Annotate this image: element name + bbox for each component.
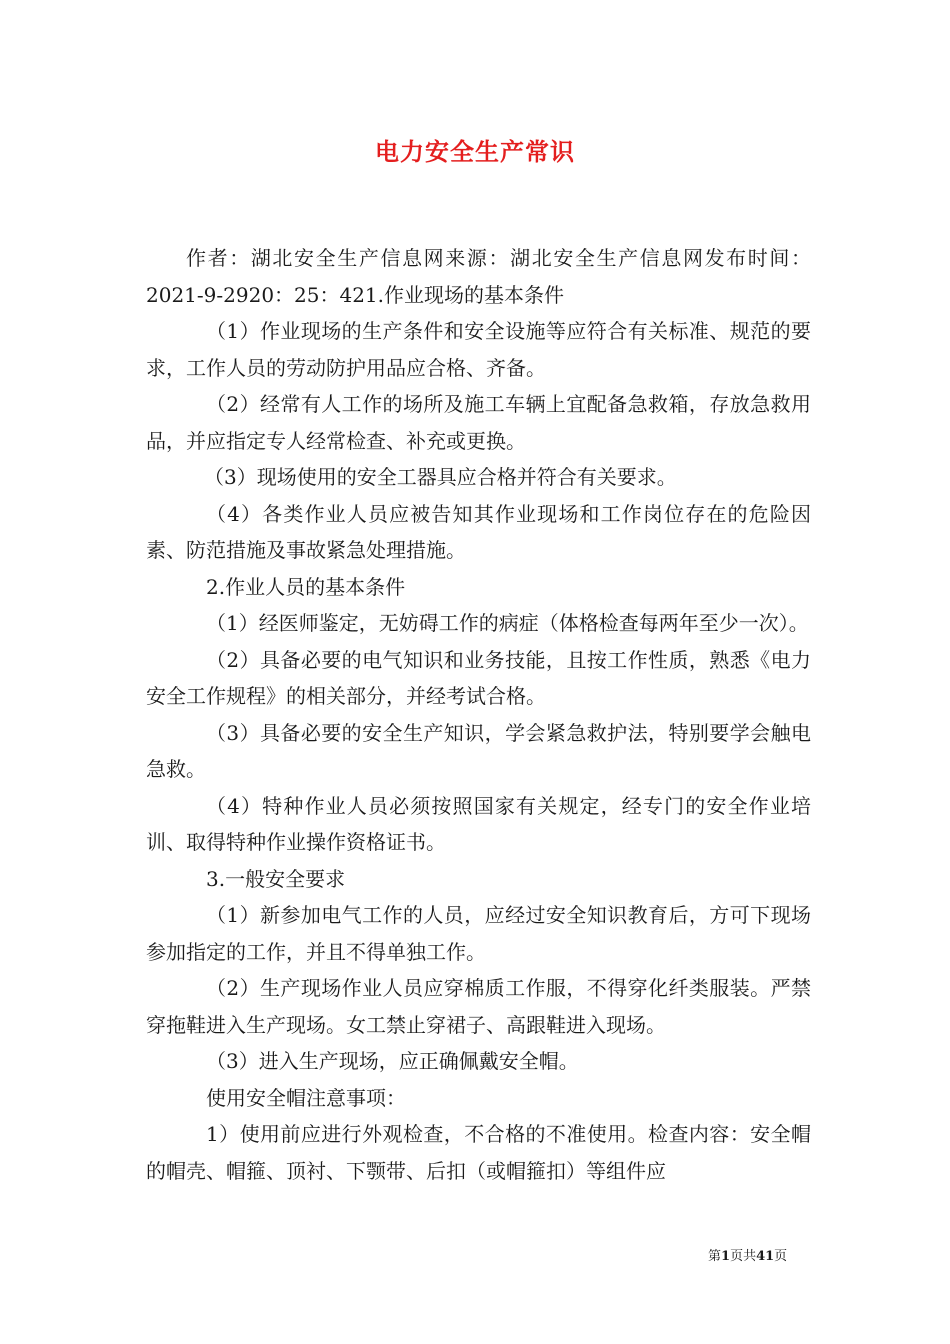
paragraph-item: （1）经医师鉴定，无妨碍工作的病症（体格检查每两年至少一次）。	[206, 611, 809, 635]
paragraph-item: （1）新参加电气工作的人员，应经过安全知识教育后，方可下现场参加指定的工作，并且不得单独工作。	[146, 903, 811, 964]
paragraph-item: （2）生产现场作业人员应穿棉质工作服，不得穿化纤类服装。严禁穿拖鞋进入生产现场。女工禁止穿裙子、高跟鞋进入现场。	[146, 976, 811, 1037]
page-title: 电力安全生产常识	[375, 137, 575, 166]
paragraph-item: （4）各类作业人员应被告知其作业现场和工作岗位存在的危险因素、防范措施及事故紧急处理措施。	[146, 501, 811, 562]
paragraph-item: （2）具备必要的电气知识和业务技能，且按工作性质，熟悉《电力安全工作规程》的相关部分，并经考试合格。	[146, 647, 811, 708]
paragraph-item: 1）使用前应进行外观检查，不合格的不准使用。检查内容：安全帽的帽壳、帽箍、顶衬、下颚带、后扣（或帽箍扣）等组件应	[146, 1122, 811, 1183]
paragraph-item: （2）经常有人工作的场所及施工车辆上宜配备急救箱，存放急救用品，并应指定专人经常检查、补充或更换。	[146, 392, 811, 453]
section-heading: 2.作业人员的基本条件	[206, 574, 406, 599]
paragraph-item: （3）具备必要的安全生产知识，学会紧急救护法，特别要学会触电急救。	[146, 720, 811, 781]
paragraph-item: （3）现场使用的安全工器具应合格并符合有关要求。	[204, 465, 677, 489]
paragraph-author-info: 作者：湖北安全生产信息网来源：湖北安全生产信息网发布时间：2021-9-2920：25：421.作业现场的基本条件	[146, 246, 811, 307]
page-number-footer	[708, 1245, 787, 1264]
total-page-number: 41	[756, 1249, 775, 1264]
paragraph-item: （1）作业现场的生产条件和安全设施等应符合有关标准、规范的要求，工作人员的劳动防护用品应合格、齐备。	[146, 319, 811, 380]
footer-prefix: 第	[708, 1249, 722, 1264]
current-page-number: 1	[721, 1249, 731, 1264]
paragraph-item: （4）特种作业人员必须按照国家有关规定，经专门的安全作业培训、取得特种作业操作资格证书。	[146, 793, 811, 854]
subsection-heading: 使用安全帽注意事项：	[206, 1085, 406, 1110]
footer-middle: 页共	[730, 1249, 757, 1264]
document-body	[146, 240, 811, 1189]
section-heading: 3.一般安全要求	[206, 866, 346, 891]
footer-suffix: 页	[774, 1249, 788, 1264]
paragraph-item: （3）进入生产现场，应正确佩戴安全帽。	[206, 1049, 579, 1073]
